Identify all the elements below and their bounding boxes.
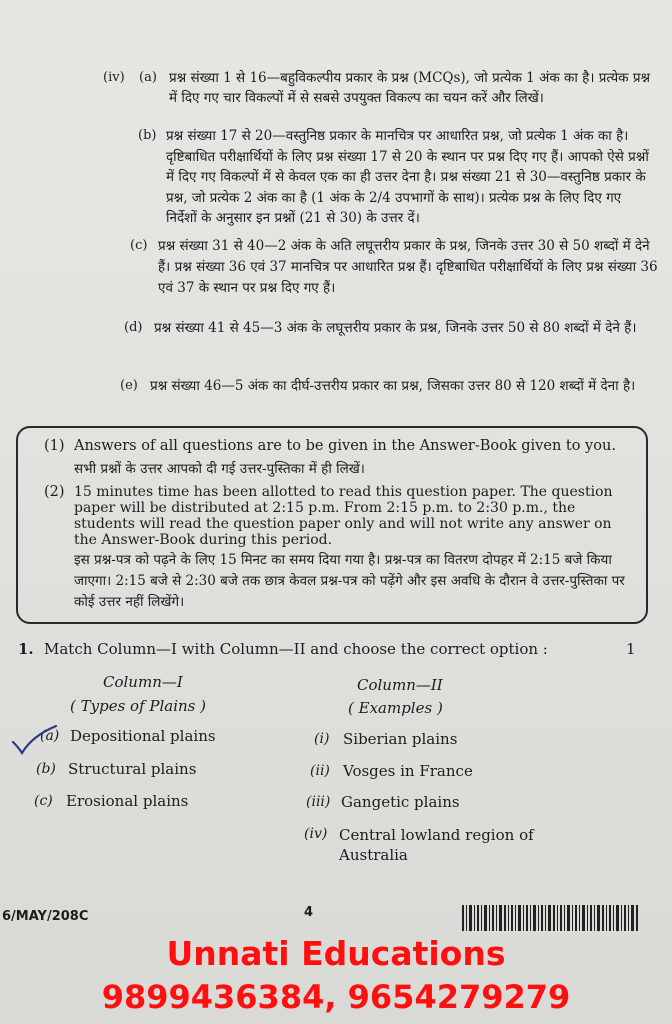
page-number: 4 [304,905,314,920]
instruction-a-text: प्रश्न संख्या 1 से 16—बहुविकल्पीय प्रकार के प्रश्न (MCQs), जो प्रत्येक 1 अंक का है। प्रत्येक प्रश्न में दिए गए चार विकल्पों में से सबसे उपयुक्त विकल्प का चयन करें और लिखें। [169,70,651,106]
column-2-subtitle: ( Examples ) [348,699,443,717]
col2-item-ii-label: (ii) [310,763,330,779]
col2-item-i-label: (i) [314,731,330,747]
col1-item-b-text: Structural plains [68,760,197,778]
notice-1-label: (1) [44,438,65,454]
instruction-e-text: प्रश्न संख्या 46—5 अंक का दीर्घ-उत्तरीय प्रकार का प्रश्न, जिसका उत्तर 80 से 120 शब्दों में देना है। [150,378,636,394]
notice-2-label: (2) [44,484,65,500]
col2-item-i-text: Siberian plains [343,730,458,748]
instruction-b-text: प्रश्न संख्या 17 से 20—वस्तुनिष्ठ प्रकार के मानचित्र पर आधारित प्रश्न, जो प्रत्येक 1 अंक का है। दृष्टिबाधित परीक्षार्थियों के लिए प्रश्न संख्या 17 से 20 के स्थान पर प्रश्न दिए गए हैं। आपको ऐसे प्रश्नों में दिए गए विकल्पों में से केवल एक का ही उत्तर देना है। प्रश्न संख्या 21 से 30—वस्तुनिष्ठ प्रकार के प्रश्न, जो प्रत्येक 2 अंक का है (1 अंक के 2/4 उपभागों के साथ)। प्रत्येक प्रश्न के लिए दिए गए निर्देशों के अनुसार इन प्रश्नों (21 से 30) के उत्तर दें। [166,128,649,226]
col2-item-ii-text: Vosges in France [343,762,473,780]
instruction-c-label: (c) [130,238,148,253]
instruction-a-label: (a) [139,70,157,85]
col1-item-c-text: Erosional plains [66,792,189,810]
col1-item-a-label: (a) [40,728,60,744]
instruction-b-label: (b) [138,128,157,143]
brand-phones: 9899436384, 9654279279 [101,978,571,1016]
barcode-icon [462,905,640,931]
column-1-subtitle: ( Types of Plains ) [70,697,207,715]
notice-2-hindi: इस प्रश्न-पत्र को पढ़ने के लिए 15 मिनट का समय दिया गया है। प्रश्न-पत्र का वितरण दोपहर में 2:15 बजे किया जाएगा। 2:15 बजे से 2:30 बजे तक छात्र केवल प्रश्न-पत्र को पढ़ेंगे और इस अवधि के दौरान वे उत्तर-पुस्तिका पर कोई उत्तर नहीं लिखेंगे। [74,552,625,610]
notice-2-english: 15 minutes time has been allotted to read this question paper. The question paper will be distributed at 2:15 p.m. From 2:15 p.m. to 2:30 p.m., the students will read the question paper only and will not write any answer on the Answer-Book during this period. [74,484,613,548]
col1-item-b-label: (b) [36,761,56,777]
notice-box [16,426,648,624]
col2-item-iii-text: Gangetic plains [341,793,460,811]
question-number: 1. [18,640,34,658]
instruction-d-text: प्रश्न संख्या 41 से 45—3 अंक के लघूत्तरीय प्रकार के प्रश्न, जिनके उत्तर 50 से 80 शब्दों में देने हैं। [154,320,637,336]
handwritten-tick-icon [10,722,60,756]
col2-item-iii-label: (iii) [306,794,331,810]
instruction-e-label: (e) [120,378,138,393]
notice-1-hindi: सभी प्रश्नों के उत्तर आपको दी गई उत्तर-पुस्तिका में ही लिखें। [74,461,365,477]
brand-name: Unnati Educations [166,934,506,973]
instruction-iv-label: (iv) [103,70,125,85]
question-text: Match Column—I with Column—II and choose the correct option : [44,640,548,658]
col1-item-a-text: Depositional plains [70,727,216,745]
col2-item-iv-text: Central lowland region of Australia [339,826,534,864]
instruction-d-label: (d) [124,320,143,335]
instruction-c-text: प्रश्न संख्या 31 से 40—2 अंक के अति लघूत्तरीय प्रकार के प्रश्न, जिनके उत्तर 30 से 50 शब्दों में देने हैं। प्रश्न संख्या 36 एवं 37 मानचित्र पर आधारित प्रश्न हैं। दृष्टिबाधित परीक्षार्थियों के लिए प्रश्न संख्या 36 एवं 37 के स्थान पर प्रश्न दिए गए हैं। [158,238,658,296]
notice-1-english: Answers of all questions are to be given in the Answer-Book given to you. [74,438,616,454]
column-2-title: Column—II [357,676,443,694]
col2-item-iv-label: (iv) [304,826,328,842]
question-marks: 1 [626,640,636,658]
paper-code: 6/MAY/208C [2,909,89,924]
col1-item-c-label: (c) [34,793,53,809]
column-1-title: Column—I [103,673,183,691]
